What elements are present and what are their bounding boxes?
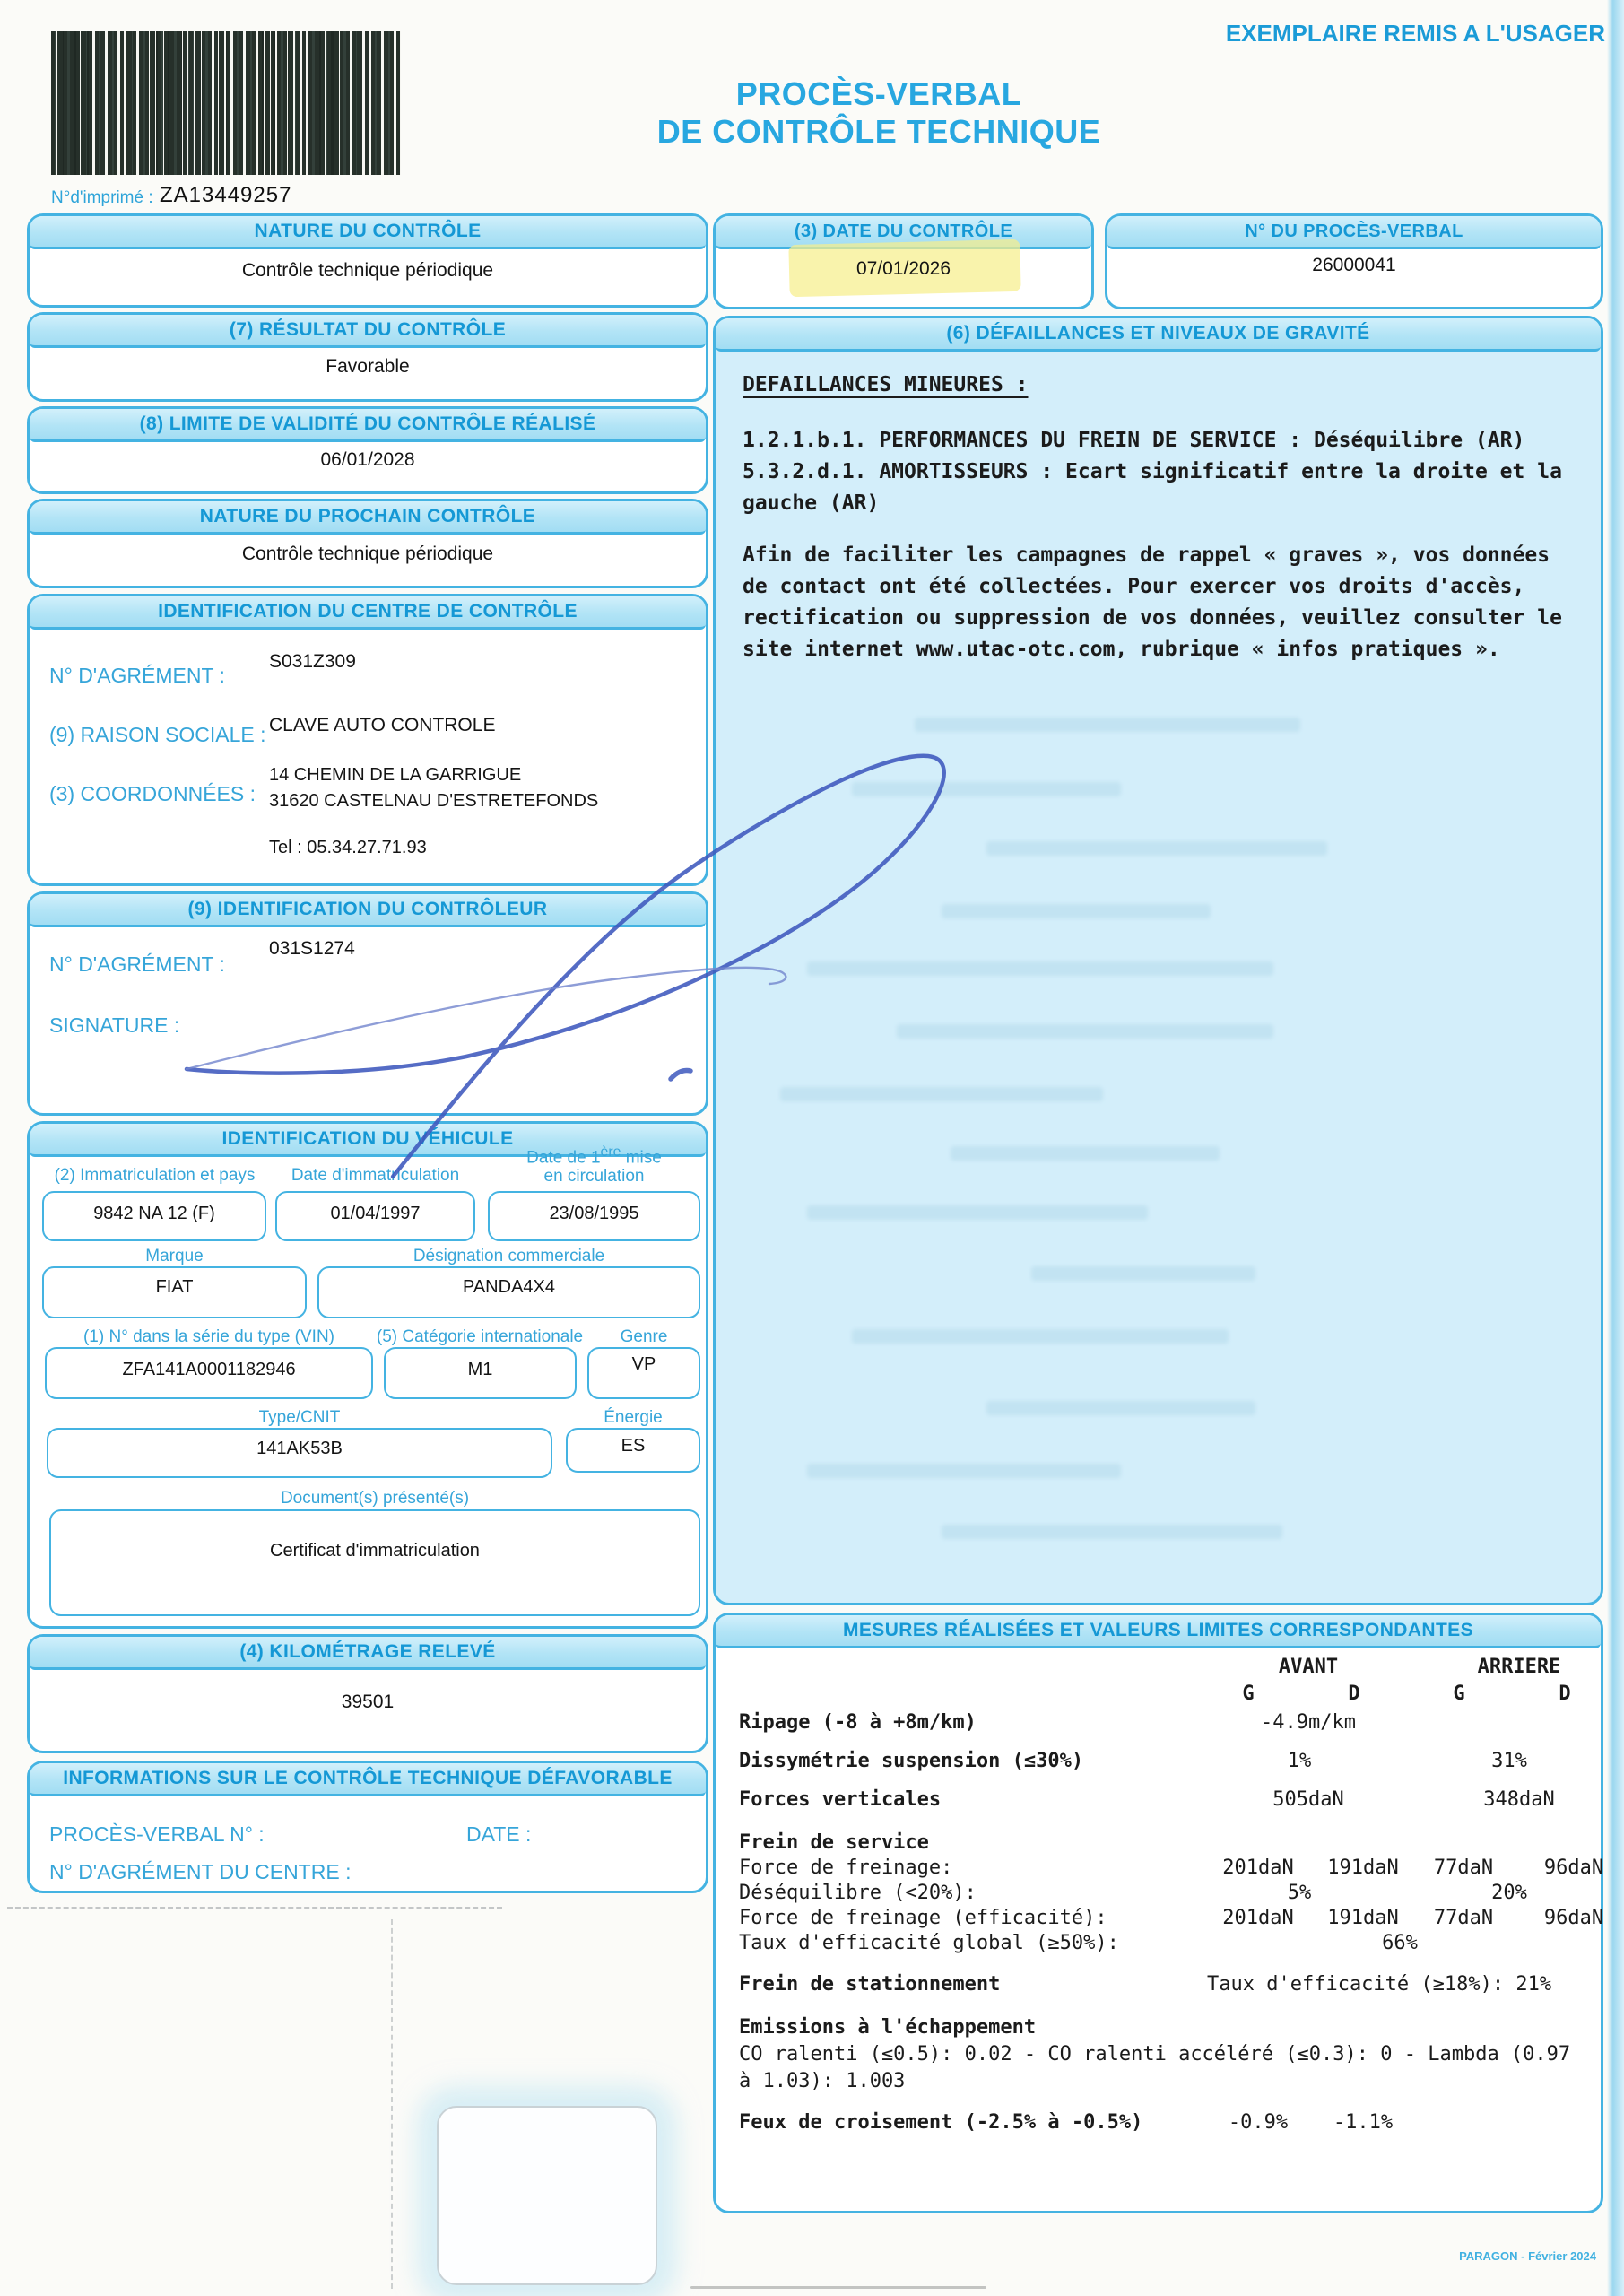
date-immat-value: 01/04/1997 [330, 1204, 421, 1223]
section-title: IDENTIFICATION DU CENTRE DE CONTRÔLE [30, 596, 706, 630]
date-circulation-label-line2: en circulation [543, 1167, 645, 1186]
taux-global-value: 66% [1382, 1932, 1418, 1954]
col-arriere: ARRIERE [1477, 1656, 1561, 1678]
documents-label: Document(s) présenté(s) [280, 1489, 470, 1508]
forces-verticales-label: Forces verticales [739, 1788, 942, 1811]
resultat-value: Favorable [326, 356, 410, 377]
emissions-line1: CO ralenti (≤0.5): 0.02 - CO ralenti accéléré (≤0.3): 0 - Lambda (0.97 [739, 2043, 1571, 2066]
fold-line [391, 1919, 393, 2289]
force-freinage-eff-avant-d: 191daN [1327, 1907, 1399, 1929]
bleed-through-mark [942, 1525, 1282, 1539]
controleur-agrement-label: N° D'AGRÉMENT : [49, 952, 225, 976]
immat-label: (2) Immatriculation et pays [54, 1166, 256, 1185]
centre-phone: Tel : 05.34.27.71.93 [269, 838, 427, 857]
type-cnit-label: Type/CNIT [258, 1408, 341, 1427]
categorie-label: (5) Catégorie internationale [376, 1327, 584, 1346]
notice-line: de contact ont été collectées. Pour exercer vos droits d'accès, [743, 575, 1525, 598]
centre-raison-value: CLAVE AUTO CONTROLE [269, 715, 496, 735]
ripage-label: Ripage (-8 à +8m/km) [739, 1711, 977, 1734]
centre-coordonnees-label: (3) COORDONNÉES : [49, 782, 256, 805]
section-title: (9) IDENTIFICATION DU CONTRÔLEUR [30, 894, 706, 927]
defavorable-agrement-label: N° D'AGRÉMENT DU CENTRE : [49, 1860, 352, 1883]
defavorable-pv-label: PROCÈS-VERBAL N° : [49, 1822, 265, 1846]
notice-line: site internet www.utac-otc.com, rubrique « infos pratiques ». [743, 638, 1500, 661]
categorie-value: M1 [467, 1360, 493, 1379]
perforation-line [7, 1907, 502, 1909]
centre-address-line2: 31620 CASTELNAU D'ESTRETEFONDS [269, 791, 599, 811]
designation-label: Désignation commerciale [413, 1247, 605, 1265]
section-title: (3) DATE DU CONTRÔLE [716, 216, 1091, 249]
feux-label: Feux de croisement (-2.5% à -0.5%) [739, 2111, 1143, 2134]
force-freinage-eff-avant-g: 201daN [1222, 1907, 1294, 1929]
type-cnit-value: 141AK53B [256, 1439, 343, 1458]
frein-service-label: Frein de service [739, 1831, 929, 1854]
bleed-through-mark [780, 1087, 1103, 1101]
bleed-through-mark [897, 1024, 1273, 1039]
genre-value: VP [631, 1354, 656, 1374]
prochain-controle-value: Contrôle technique périodique [241, 544, 494, 564]
documents-value: Certificat d'immatriculation [270, 1541, 480, 1561]
marque-label: Marque [145, 1247, 204, 1265]
section-title: INFORMATIONS SUR LE CONTRÔLE TECHNIQUE DÉFAVORABLE [30, 1763, 706, 1796]
bleed-through-mark [807, 1464, 1121, 1478]
defaillance-line: 5.3.2.d.1. AMORTISSEURS : Ecart significatif entre la droite et la [743, 460, 1562, 483]
signature-label: SIGNATURE : [49, 1013, 180, 1037]
scan-edge-line [690, 2286, 986, 2289]
nature-controle-value: Contrôle technique périodique [241, 260, 494, 281]
centre-raison-label: (9) RAISON SOCIALE : [49, 723, 266, 746]
stationnement-label: Frein de stationnement [739, 1973, 1001, 1996]
centre-agrement-value: S031Z309 [269, 651, 356, 672]
section-controleur [27, 891, 708, 1116]
notice-line: Afin de faciliter les campagnes de rappel « graves », vos données [743, 544, 1550, 567]
immat-value: 9842 NA 12 (F) [93, 1204, 215, 1223]
section-title: (4) KILOMÉTRAGE RELEVÉ [30, 1637, 706, 1670]
forces-verticales-avant: 505daN [1272, 1788, 1344, 1811]
print-number-label: N°d'imprimé : [51, 188, 153, 207]
barcode [51, 31, 401, 175]
controleur-agrement-value: 031S1274 [269, 938, 355, 959]
taux-global-label: Taux d'efficacité global (≥50%): [739, 1932, 1119, 1954]
bleed-through-mark [942, 904, 1211, 918]
desequilibre-arriere: 20% [1491, 1882, 1527, 1904]
force-freinage-eff-arriere-d: 96daN [1543, 1907, 1604, 1929]
dissymetrie-avant: 1% [1287, 1750, 1312, 1772]
genre-label: Genre [620, 1327, 668, 1346]
kilometrage-value: 39501 [341, 1692, 395, 1712]
date-circulation-value: 23/08/1995 [549, 1204, 639, 1223]
bleed-through-mark [951, 1146, 1220, 1161]
emissions-label: Emissions à l'échappement [739, 2016, 1037, 2039]
section-title: (6) DÉFAILLANCES ET NIVEAUX DE GRAVITÉ [716, 318, 1601, 352]
defaillance-line: 1.2.1.b.1. PERFORMANCES DU FREIN DE SERVICE : Déséquilibre (AR) [743, 429, 1525, 452]
documents-box [49, 1509, 700, 1616]
section-title: (8) LIMITE DE VALIDITÉ DU CONTRÔLE RÉALISÉ [30, 409, 706, 442]
centre-agrement-label: N° D'AGRÉMENT : [49, 664, 225, 687]
energie-value: ES [621, 1436, 646, 1456]
section-title: MESURES RÉALISÉES ET VALEURS LIMITES CORRESPONDANTES [716, 1615, 1601, 1648]
copy-label: EXEMPLAIRE REMIS A L'USAGER [1225, 20, 1605, 47]
bleed-through-mark [807, 961, 1273, 976]
bleed-through-mark [986, 1401, 1255, 1415]
desequilibre-label: Déséquilibre (<20%): [739, 1882, 977, 1904]
date-immat-label: Date d'immatriculation [291, 1166, 460, 1185]
col-arriere-gauche: G [1453, 1683, 1465, 1705]
section-title: IDENTIFICATION DU VÉHICULE [30, 1124, 706, 1157]
feux-droite: -1.1% [1333, 2111, 1394, 2134]
desequilibre-avant: 5% [1287, 1882, 1312, 1904]
page-edge [1607, 0, 1624, 2296]
bleed-through-mark [1031, 1266, 1255, 1281]
date-controle-value: 07/01/2026 [855, 258, 951, 279]
section-title: (7) RÉSULTAT DU CONTRÔLE [30, 315, 706, 348]
force-freinage-arriere-g: 77daN [1433, 1857, 1494, 1879]
label-superscript: ère [600, 1144, 621, 1160]
force-freinage-eff-label: Force de freinage (efficacité): [739, 1907, 1107, 1929]
bleed-through-mark [986, 841, 1327, 856]
section-title: NATURE DU CONTRÔLE [30, 216, 706, 249]
bleed-through-mark [852, 1329, 1229, 1344]
label-part: mise [621, 1148, 662, 1168]
defavorable-date-label: DATE : [466, 1822, 532, 1846]
label-part: Date de 1 [526, 1148, 601, 1168]
ripage-value: -4.9m/km [1261, 1711, 1356, 1734]
forces-verticales-arriere: 348daN [1483, 1788, 1555, 1811]
marque-value: FIAT [155, 1277, 194, 1297]
numero-pv-value: 26000041 [1312, 255, 1396, 275]
emissions-line2: à 1.03): 1.003 [739, 2070, 906, 2092]
col-avant: AVANT [1278, 1656, 1339, 1678]
bleed-through-mark [852, 782, 1121, 796]
force-freinage-arriere-d: 96daN [1543, 1857, 1604, 1879]
section-title: NATURE DU PROCHAIN CONTRÔLE [30, 501, 706, 535]
vin-label: (1) N° dans la série du type (VIN) [83, 1327, 335, 1346]
vin-value: ZFA141A0001182946 [122, 1360, 296, 1379]
force-freinage-eff-arriere-g: 77daN [1433, 1907, 1494, 1929]
force-freinage-avant-g: 201daN [1222, 1857, 1294, 1879]
print-number-value: ZA13449257 [160, 183, 292, 207]
section-title: N° DU PROCÈS-VERBAL [1107, 216, 1601, 249]
col-avant-gauche: G [1242, 1683, 1255, 1705]
defaillances-heading: DEFAILLANCES MINEURES : [743, 373, 1029, 396]
force-freinage-label: Force de freinage: [739, 1857, 953, 1879]
printer-footer: PARAGON - Février 2024 [1459, 2249, 1596, 2263]
stationnement-value: Taux d'efficacité (≥18%): 21% [1207, 1973, 1552, 1996]
limite-validite-value: 06/01/2028 [320, 449, 415, 470]
bleed-through-mark [915, 718, 1300, 732]
date-circulation-label-line1 [488, 1144, 700, 1168]
sticker-cutout [437, 2106, 657, 2285]
centre-address-line1: 14 CHEMIN DE LA GARRIGUE [269, 765, 522, 785]
force-freinage-avant-d: 191daN [1327, 1857, 1399, 1879]
document-title [628, 75, 1130, 151]
col-arriere-droite: D [1559, 1683, 1571, 1705]
defaillance-line: gauche (AR) [743, 491, 880, 515]
dissymetrie-label: Dissymétrie suspension (≤30%) [739, 1750, 1084, 1772]
energie-label: Énergie [604, 1408, 663, 1427]
notice-line: rectification ou suppression de vos données, veuillez consulter le [743, 606, 1562, 630]
bleed-through-mark [807, 1205, 1148, 1220]
feux-gauche: -0.9% [1228, 2111, 1289, 2134]
dissymetrie-arriere: 31% [1491, 1750, 1527, 1772]
designation-value: PANDA4X4 [462, 1277, 555, 1297]
title-line-1: PROCÈS-VERBAL [735, 75, 1022, 112]
col-avant-droite: D [1348, 1683, 1360, 1705]
title-line-2: DE CONTRÔLE TECHNIQUE [656, 113, 1101, 150]
